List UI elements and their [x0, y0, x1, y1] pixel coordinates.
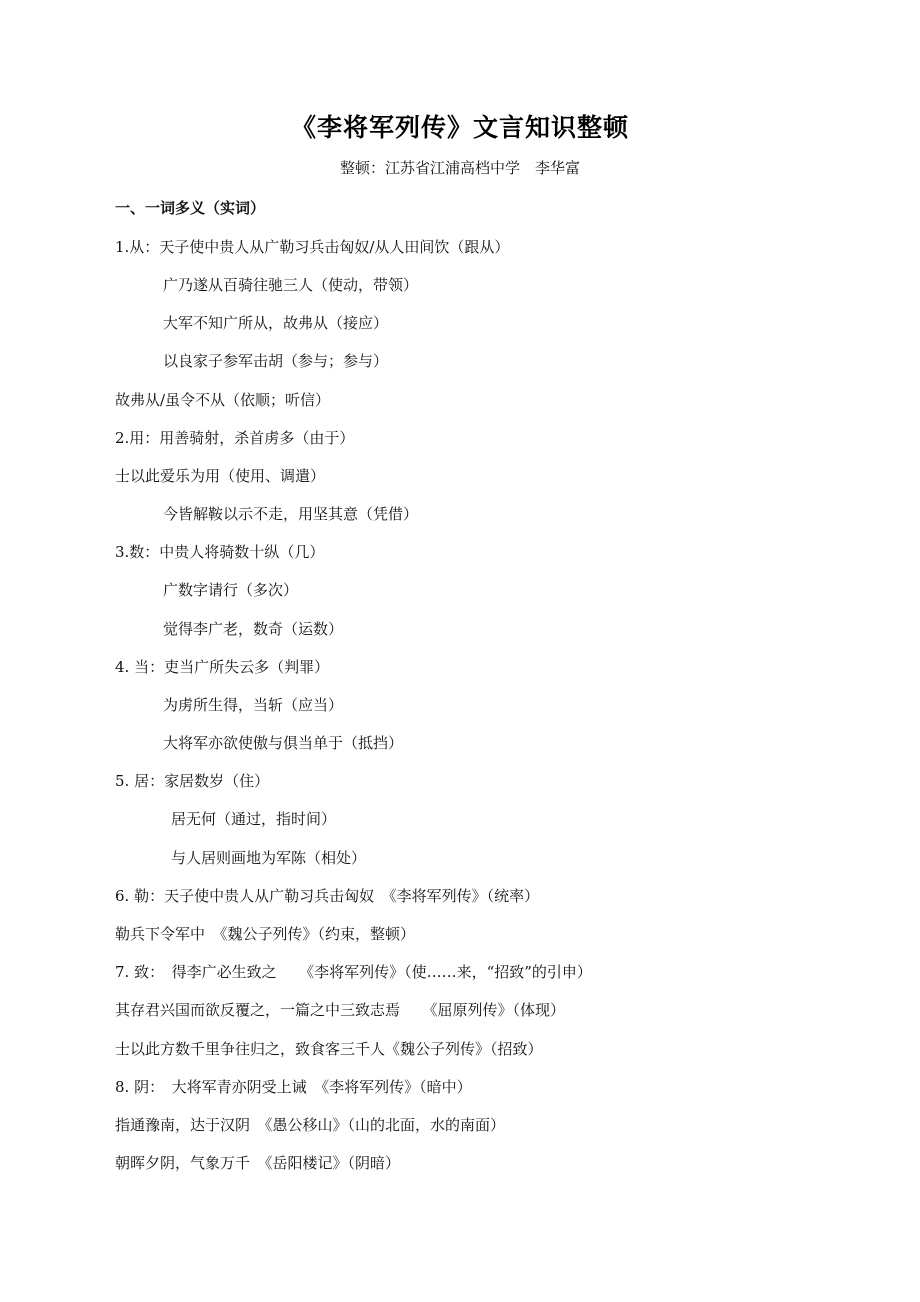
text-line: 3.数：中贵人将骑数十纵（几）	[115, 543, 325, 561]
text-line: 故弗从/虽令不从（依顺；听信）	[115, 391, 331, 409]
text-line: 指通豫南，达于汉阴 《愚公移山》（山的北面，水的南面）	[115, 1116, 506, 1134]
text-line: 觉得李广老，数奇（运数）	[163, 620, 344, 638]
text-line: 1.从：天子使中贵人从广勒习兵击匈奴/从人田间饮（跟从）	[115, 238, 510, 256]
text-line: 为虏所生得，当斩（应当）	[163, 696, 344, 714]
text-line: 以良家子参军击胡（参与；参与）	[163, 352, 389, 370]
text-line: 5. 居：家居数岁（住）	[115, 772, 270, 790]
text-line: 7. 致： 得李广必生致之 《李将军列传》（使……来，“招致”的引申）	[115, 963, 592, 981]
document-subtitle: 整顿：江苏省江浦高档中学 李华富	[339, 159, 580, 177]
text-line: 朝晖夕阴，气象万千 《岳阳楼记》（阴暗）	[115, 1154, 401, 1172]
text-line: 与人居则画地为军陈（相处）	[171, 849, 367, 867]
text-line: 6. 勒：天子使中贵人从广勒习兵击匈奴 《李将军列传》（统率）	[115, 887, 540, 905]
text-line: 其存君兴国而欲反覆之，一篇之中三致志焉 《屈原列传》（体现）	[115, 1001, 566, 1019]
text-line: 广数字请行（多次）	[163, 581, 299, 599]
text-line: 8. 阴： 大将军青亦阴受上诫 《李将军列传》（暗中）	[115, 1078, 472, 1096]
text-line: 勒兵下令军中 《魏公子列传》（约束，整顿）	[115, 925, 416, 943]
text-line: 2.用：用善骑射，杀首虏多（由于）	[115, 429, 355, 447]
section-heading: 一、一词多义（实词）	[115, 199, 266, 217]
text-line: 大军不知广所从，故弗从（接应）	[163, 314, 389, 332]
text-line: 居无何（通过，指时间）	[171, 810, 337, 828]
text-line: 士以此爱乐为用（使用、调遣）	[115, 467, 326, 485]
text-line: 今皆解鞍以示不走，用坚其意（凭借）	[163, 505, 419, 523]
text-line: 士以此方数千里争往归之，致食客三千人《魏公子列传》（招致）	[115, 1040, 543, 1058]
text-line: 大将军亦欲使傲与俱当单于（抵挡）	[163, 734, 404, 752]
text-line: 广乃遂从百骑往驰三人（使动，带领）	[163, 276, 419, 294]
document-title: 《李将军列传》文言知识整顿	[290, 113, 629, 142]
text-line: 4. 当：吏当广所失云多（判罪）	[115, 658, 330, 676]
